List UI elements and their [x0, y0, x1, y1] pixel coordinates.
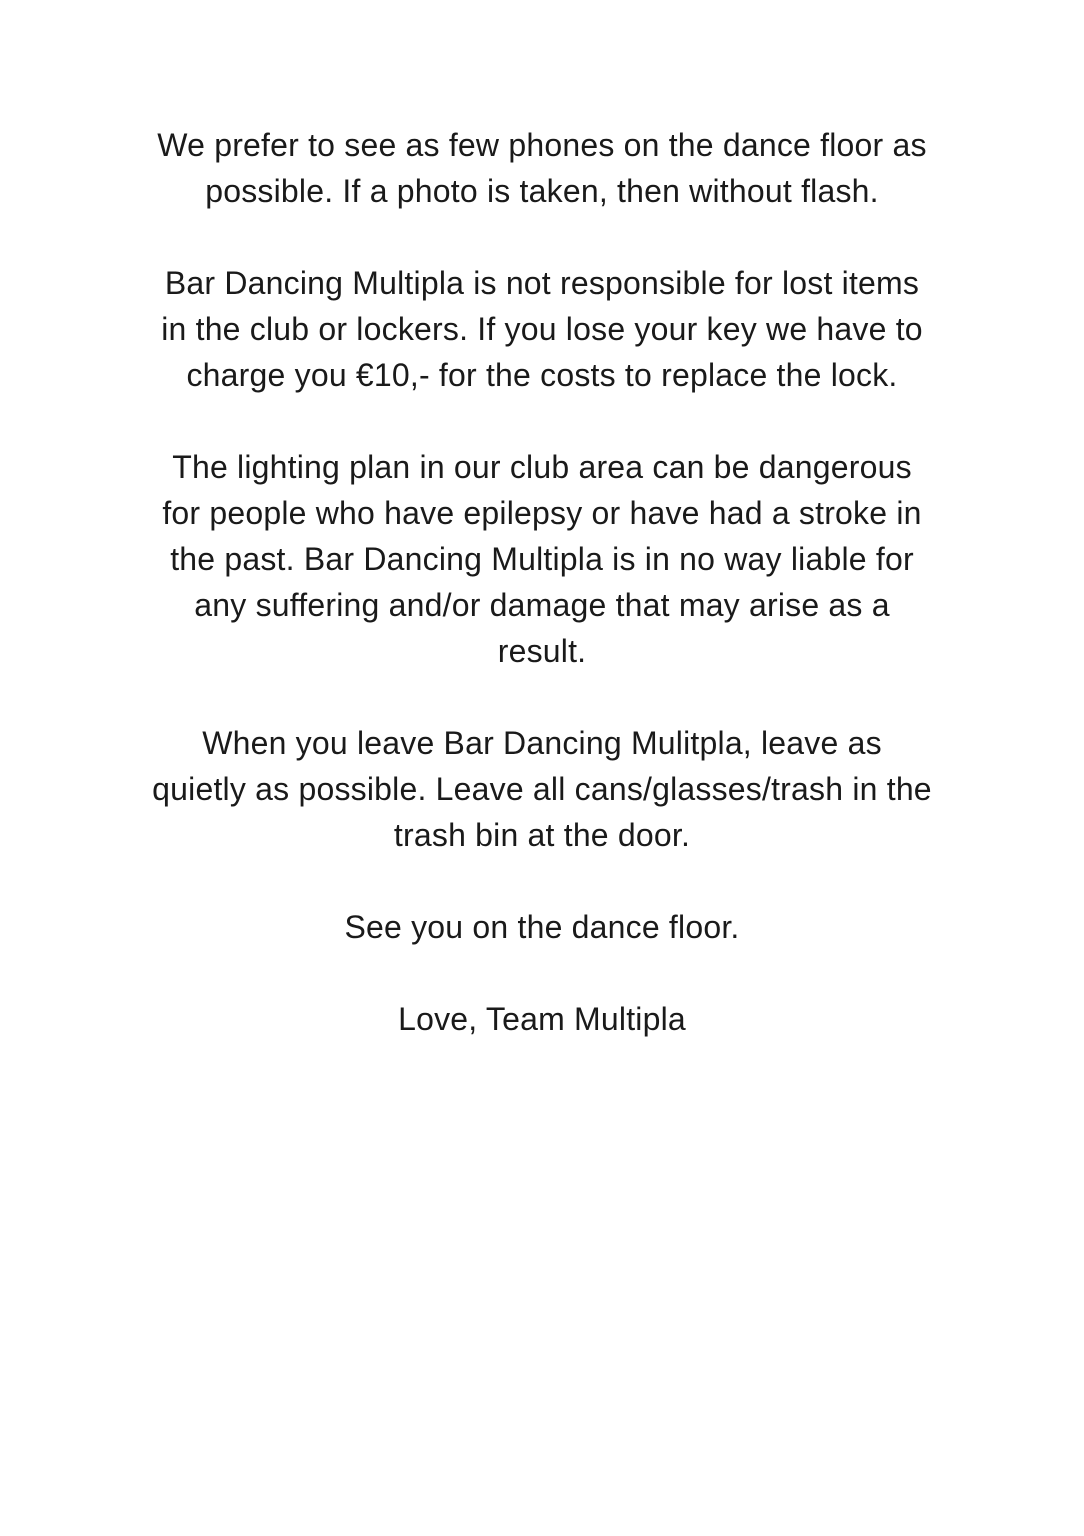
paragraph-closing-line: See you on the dance floor.	[344, 909, 740, 945]
paragraph-leaving-quietly-policy: When you leave Bar Dancing Mulitpla, leave as quietly as possible. Leave all cans/glasses/trash in the trash bin at the door.	[152, 725, 932, 853]
paragraph-lighting-epilepsy-disclaimer: The lighting plan in our club area can be dangerous for people who have epilepsy or have had a stroke in the past. Bar Dancing Multipla is in no way liable for any suffering and/or damage that may arise as a result.	[162, 449, 922, 669]
rules-text-block	[152, 122, 932, 1042]
paragraph-phones-policy: We prefer to see as few phones on the dance floor as possible. If a photo is taken, then without flash.	[157, 127, 927, 209]
paragraph-signature: Love, Team Multipla	[398, 1001, 686, 1037]
paragraph-lost-items-policy: Bar Dancing Multipla is not responsible for lost items in the club or lockers. If you lose your key we have to charge you €10,- for the costs to replace the lock.	[161, 265, 923, 393]
